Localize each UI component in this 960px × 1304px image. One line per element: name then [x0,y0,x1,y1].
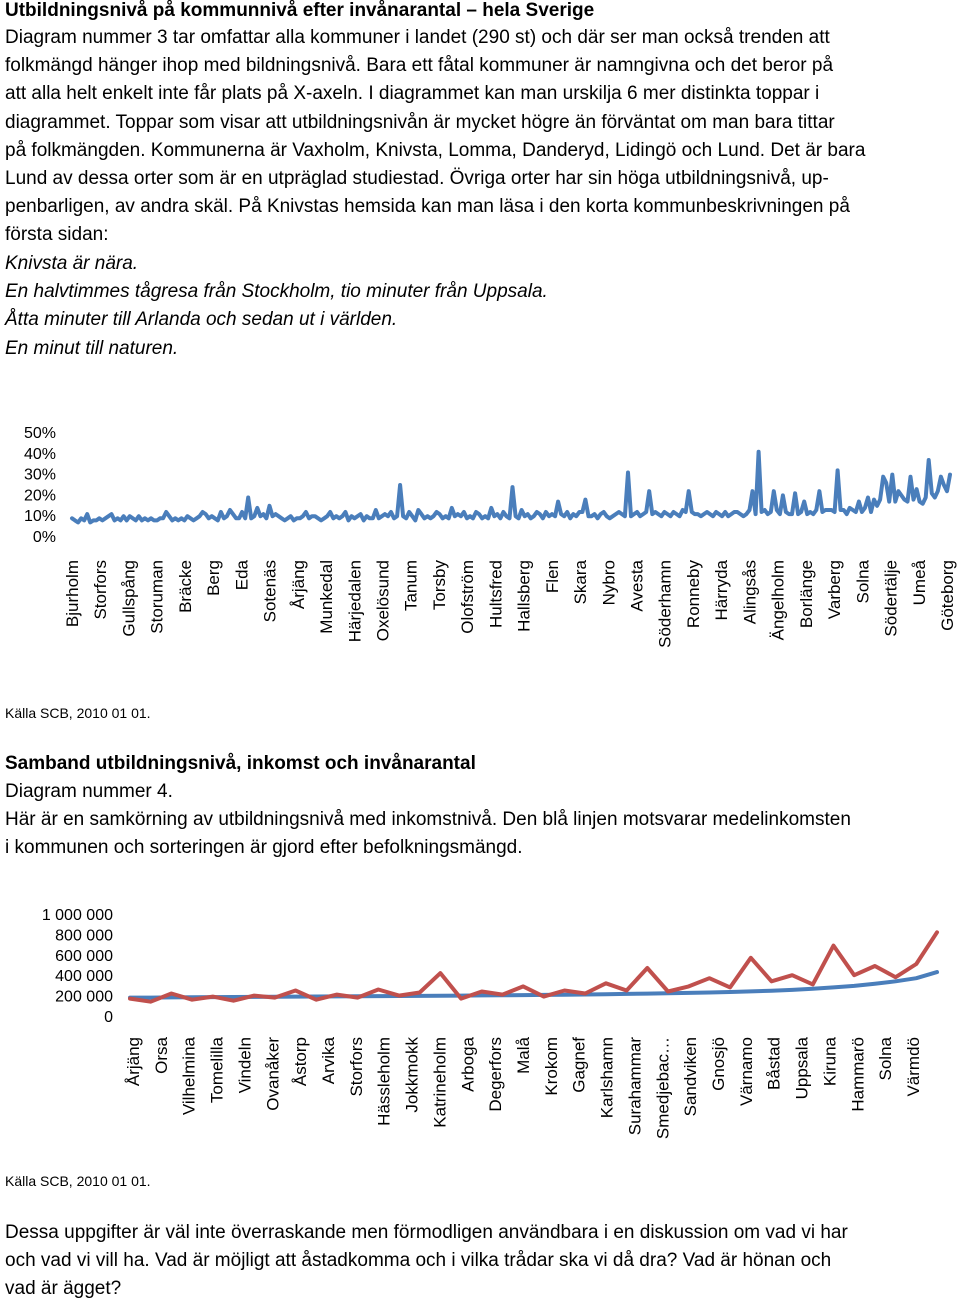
text-line: folkmängd hänger ihop med bildningsnivå. Bara ett fåtal kommuner är namngivna och det beror på [5,55,834,77]
income-education-chart [0,895,960,1165]
x-tick-label: Tomelilla [207,1037,227,1104]
y-tick-label: 0 [104,1009,113,1026]
series-line [72,452,950,523]
x-tick-label: Bräcke [175,560,195,613]
y-tick-label: 50% [23,425,56,442]
x-tick-label: Nybro [599,560,619,606]
x-tick-label: Vindeln [235,1037,255,1094]
x-tick-label: Surahammar [625,1037,645,1136]
chart1-source: Källa SCB, 2010 01 01. [5,705,151,721]
x-tick-label: Kiruna [820,1037,840,1087]
x-tick-label: Orsa [151,1037,171,1074]
x-tick-label: Borlänge [796,560,816,629]
x-tick-label: Årjäng [288,560,308,610]
x-tick-label: Smedjebac… [653,1037,673,1140]
text-line: och vad vi vill ha. Vad är möjligt att åstadkomma och i vilka trådar ska vi då dra? Vad är hönan och [5,1250,832,1272]
x-tick-label: Degerfors [486,1037,506,1112]
x-tick-label: Bjurholm [63,560,82,628]
y-tick-label: 20% [23,487,56,505]
x-tick-label: Skara [571,560,591,605]
text-line: Diagram nummer 3 tar omfattar alla kommuner i landet (290 st) och där ser man också trenden att [5,27,830,48]
quote-line: Åtta minuter till Arlanda och sedan ut i världen. [5,309,398,331]
text-line: Lund av dessa orter som är en utpräglad studiestad. Övriga orter har sin höga utbildningsnivå, up- [5,168,829,190]
text-line: på folkmängden. Kommunerna är Vaxholm, Knivsta, Lomma, Danderyd, Lidingö och Lund. Det är bara [5,139,866,161]
education-level-chart [0,420,960,690]
x-tick-label: Torsby [429,560,449,611]
x-tick-label: Oxelösund [373,560,393,642]
text-line: vad är ägget? [5,1278,122,1300]
x-tick-label: Arboga [458,1037,478,1092]
text-line: Här är en samkörning av utbildningsnivå med inkomstnivå. Den blå linjen motsvarar medelinkomsten [5,809,851,831]
x-tick-label: Gagnef [569,1037,589,1093]
x-tick-label: Olofström [458,560,478,634]
x-tick-label: Arvika [319,1037,338,1085]
y-tick-label: 30% [23,466,56,484]
section1-body [5,24,955,250]
x-tick-label: Hammarö [848,1037,868,1112]
closing-paragraph [5,1219,955,1304]
series-line [130,932,937,1001]
x-tick-label: Hallsberg [514,560,534,632]
x-tick-label: Sotenäs [260,560,280,623]
x-tick-label: Sandviken [681,1037,701,1117]
chart2-source: Källa SCB, 2010 01 01. [5,1173,151,1189]
x-tick-label: Eda [232,560,252,591]
y-tick-label: 200 000 [55,988,113,1006]
y-tick-label: 1 000 000 [41,907,113,924]
x-tick-label: Åstorp [291,1037,311,1087]
x-tick-label: Härryda [712,560,732,621]
x-tick-label: Söderhamn [655,560,675,648]
x-tick-label: Båstad [764,1037,784,1090]
x-tick-label: Flen [542,560,562,594]
x-tick-label: Alingsås [740,560,760,625]
x-tick-label: Umeå [909,560,929,606]
y-tick-label: 10% [23,508,56,526]
text-line: penbarligen, av andra skäl. På Knivstas hemsida kan man läsa i den korta kommunbeskrivningen på [5,196,850,218]
x-tick-label: Södertälje [881,560,901,637]
text-line: att alla helt enkelt inte får plats på X-axeln. I diagrammet kan man urskilja 6 mer distinkta toppar i [5,83,820,105]
x-tick-label: Katrineholm [430,1037,450,1128]
y-tick-label: 400 000 [55,968,113,986]
y-tick-label: 40% [23,445,56,463]
x-tick-label: Ronneby [683,560,703,629]
x-tick-label: Solna [853,560,873,604]
section1-title: Utbildningsnivå på kommunnivå efter invånarantal – hela Sverige [5,0,595,21]
x-tick-label: Jokkmokk [402,1037,422,1113]
x-tick-label: Berg [204,560,224,596]
section2-body [5,778,955,863]
x-tick-label: Hultsfred [486,560,506,629]
x-tick-label: Ovanåker [263,1037,283,1111]
x-tick-label: Värmdö [904,1037,923,1097]
x-tick-label: Årjäng [124,1037,143,1087]
knivsta-quote [5,250,955,363]
x-tick-label: Avesta [627,560,647,612]
x-tick-label: Hässleholm [374,1037,394,1126]
text-line: i kommunen och sorteringen är gjord efter befolkningsmängd. [5,837,523,859]
x-tick-label: Storfors [91,560,111,620]
x-tick-label: Storfors [346,1037,366,1097]
x-tick-label: Vilhelmina [179,1037,199,1116]
quote-line: En minut till naturen. [5,337,179,359]
x-tick-label: Malå [514,1037,533,1074]
x-tick-label: Krokom [541,1037,561,1096]
x-tick-label: Munkedal [317,560,337,634]
x-tick-label: Gullspång [119,560,139,637]
x-tick-label: Uppsala [792,1037,812,1100]
quote-line: Knivsta är nära. [5,253,139,274]
x-tick-label: Göteborg [938,560,957,631]
x-tick-label: Varberg [825,560,845,620]
text-line: första sidan: [5,224,109,246]
x-tick-label: Storuman [147,560,167,634]
x-tick-label: Gnosjö [709,1037,728,1091]
x-tick-label: Härjedalen [345,560,365,643]
text-line: diagrammet. Toppar som visar att utbildningsnivån är mycket högre än förväntat om man bara tittar [5,111,835,133]
x-tick-label: Solna [876,1037,896,1081]
y-tick-label: 0% [32,529,56,546]
quote-line: En halvtimmes tågresa från Stockholm, tio minuter från Uppsala. [5,281,548,303]
x-tick-label: Värnamo [736,1037,756,1106]
y-tick-label: 600 000 [55,947,113,965]
y-tick-label: 800 000 [55,927,113,945]
text-line: Dessa uppgifter är väl inte överraskande men förmodligen användbara i en diskussion om vad vi har [5,1222,848,1243]
x-tick-label: Ängelholm [768,560,788,641]
text-line: Diagram nummer 4. [5,781,173,802]
section2-title: Samband utbildningsnivå, inkomst och invånarantal [5,753,476,774]
x-tick-label: Karlshamn [597,1037,617,1119]
x-tick-label: Tanum [401,560,421,612]
